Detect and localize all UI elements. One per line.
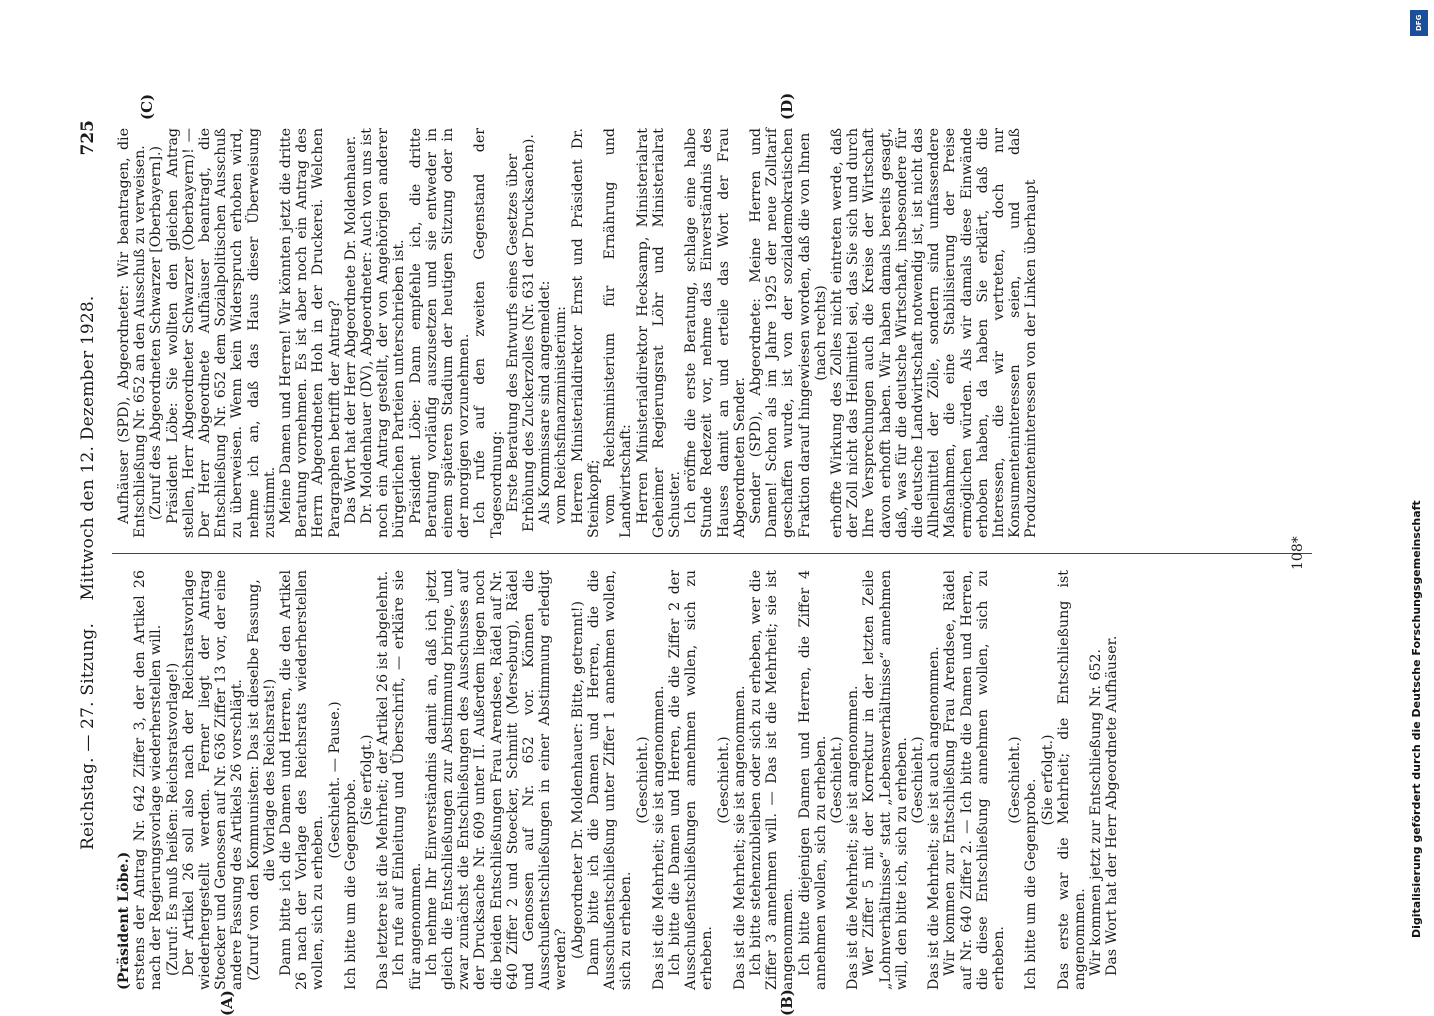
left-column xyxy=(116,570,1121,990)
page-number: 725 xyxy=(78,120,98,156)
margin-marker-c: (C) xyxy=(138,93,156,120)
paragraph: (Sie erfolgt.) xyxy=(359,734,376,826)
paragraph: Wir kommen zur Entschließung Frau Arendsee, Rädel auf Nr. 640 Ziffer 2. — Ich bitte die Damen und Herren, die diese Entschließung annehmen wollen, sich zu erheben. xyxy=(942,570,1007,990)
paragraph: Das ist die Mehrheit; sie ist auch angenommen. xyxy=(926,646,943,990)
paragraph: Ich bitte um die Gegenprobe. xyxy=(1023,778,1040,990)
paragraph: vom Reichsfinanzministerium: xyxy=(553,306,570,524)
paragraph: Das Wort hat der Herr Abgeordnete Dr. Moldenhauer. xyxy=(342,135,359,524)
paragraph: erhoffte Wirkung des Zolles nicht eintreten werde, daß der Zoll nicht das Heilmittel sei, das Sie sich und durch Ihre Versprechungen auch die Kreise der Wirtschaft davon erhofft haben. Wir haben damals bereits gesagt, daß, was für die deutsche Wirtschaft, insbesondere für die deutsche Landwirtschaft notwendig ist, ist nicht das Allheilmittel der Zölle, sondern sind umfassendere Maßnahmen, die eine Stabilisierung der Preise ermöglichen würden. Als wir damals diese Einwände erhoben haben, da haben Sie erklärt, daß die Interessen, die wir vertreten, doch nur Konsumenteninteressen seien, und daß Produzenteninteressen von der Linken überhaupt xyxy=(828,128,1040,538)
right-column xyxy=(116,128,1040,538)
paragraph: (Sie erfolgt.) xyxy=(1039,734,1056,826)
paragraph: Ich eröffne die erste Beratung, schlage eine halbe Stunde Redezeit vor, nehme das Einverständnis des Hauses damit an und erteile das Wort der Frau Abgeordneten Sender. xyxy=(683,128,748,538)
paragraph: Herren Ministerialdirektor Ernst und Präsident Dr. Steinkopff; xyxy=(569,128,602,538)
paragraph: Aufhäuser (SPD), Abgeordneter: Wir beantragen, die Entschließung Nr. 652 an den Ausschuß zu verweisen. xyxy=(116,128,149,538)
paragraph: (Geschieht.) xyxy=(715,736,732,824)
paragraph: Dann bitte ich die Damen und Herren, die die Ausschußentschließung unter Ziffer 1 annehmen wollen, sich zu erheben. xyxy=(585,570,635,990)
margin-marker-a: (A) xyxy=(218,990,236,1016)
column-divider xyxy=(112,553,1312,554)
dfg-logo: DFG xyxy=(1410,10,1428,36)
header-date: Mittwoch den 12. Dezember 1928. xyxy=(78,295,98,601)
paragraph: (Zuruf: Es muß heißen: Reichsratsvorlage!) xyxy=(164,662,181,976)
paragraph: Erste Beratung des Entwurfs eines Gesetzes über Erhöhung des Zuckerzolles (Nr. 631 der Drucksachen). xyxy=(504,134,538,532)
paragraph: (Zuruf des Abgeordneten Schwarzer [Oberbayern].) xyxy=(148,145,165,521)
paragraph: Das ist die Mehrheit; sie ist angenommen. xyxy=(845,685,862,990)
paragraph: Ich bitte die Damen und Herren, die die Ziffer 2 der Ausschußentschließungen annehmen wollen, sich zu erheben. xyxy=(666,570,716,990)
margin-marker-d: (D) xyxy=(778,92,796,120)
paragraph: vom Reichsministerium für Ernährung und Landwirtschaft: xyxy=(602,128,635,538)
running-header xyxy=(78,120,104,1000)
paragraph: Als Kommissare sind angemeldet: xyxy=(537,280,554,524)
paragraph: Herren Ministerialdirektor Hecksamp, Ministerialrat Geheimer Regierungsrat Löhr und Ministerialrat Schuster. xyxy=(634,128,683,538)
paragraph: Das ist die Mehrheit; sie ist angenommen. xyxy=(731,685,748,990)
paragraph: Meine Damen und Herren! Wir könnten jetzt die dritte Beratung vornehmen. Es ist aber noch ein Antrag des Herrn Abgeordneten Hoh in der Druckerei. Welchen Paragraphen betrifft der Antrag? xyxy=(278,128,343,538)
sidebar-credit xyxy=(1406,0,1434,1000)
document-page xyxy=(78,92,1318,1016)
margin-marker-b: (B) xyxy=(778,989,796,1016)
paragraph: (Geschieht.) xyxy=(1007,736,1024,824)
paragraph: (Geschieht.) xyxy=(634,736,651,824)
footer-signature: 108* xyxy=(1290,536,1306,570)
credit-text: Digitalisierung gefördert durch die Deutsche Forschungsgemeinschaft xyxy=(1410,500,1423,938)
paragraph: Dann bitte ich die Damen und Herren, die den Artikel 26 nach der Vorlage des Reichsrats wiederherstellen wollen, sich zu erheben. xyxy=(278,570,327,990)
paragraph: Das erste war die Mehrheit; die Entschließung ist angenommen. xyxy=(1055,570,1088,990)
paragraph: (Geschieht.) xyxy=(909,736,926,824)
paragraph: Der Artikel 26 soll also nach der Reichsratsvorlage wiederhergestellt werden. Ferner liegt der Antrag Stoecker und Genossen auf Nr. 636 Ziffer 13 vor, der eine andere Fassung des Artikels 26 vorschlägt. xyxy=(180,570,246,990)
paragraph: Sender (SPD), Abgeordnete: Meine Herren und Damen! Schon als im Jahre 1925 der neue Zolltarif geschaffen wurde, ist von der sozialdemokratischen Fraktion darauf hingewiesen worden, daß die von Ihnen xyxy=(747,128,813,538)
paragraph: Das letztere ist die Mehrheit; der Artikel 26 ist abgelehnt. xyxy=(375,570,392,990)
paragraph: erstens der Antrag Nr. 642 Ziffer 3, der den Artikel 26 nach der Regierungsvorlage wiederherstellen will. xyxy=(132,570,165,990)
paragraph: (nach rechts) xyxy=(812,285,829,381)
paragraph: Wir kommen jetzt zur Entschließung Nr. 652. xyxy=(1088,649,1105,976)
paragraph: (Zuruf von den Kommunisten: Das ist dieselbe Fassung, die Vorlage des Reichsrats!) xyxy=(245,579,278,981)
paragraph: Ich bitte um die Gegenprobe. xyxy=(342,778,359,990)
paragraph: Dr. Moldenhauer (DV), Abgeordneter: Auch von uns ist noch ein Antrag gestellt, der von Angehörigen anderer bürgerlichen Parteien unterschrieben ist. xyxy=(359,128,408,538)
paragraph: Wer Ziffer 5 mit der Korrektur in der letzten Zeile „Lohnverhältnisse“ statt „Lebensverhältnisse“ annehmen will, den bitte ich, sich zu erheben. xyxy=(861,570,910,990)
paragraph: Präsident Löbe: Sie wollten den gleichen Antrag stellen, Herr Abgeordneter Schwarzer (Oberbayern)! — Der Herr Abgeordnete Aufhäuser beantragt, die Entschließung Nr. 652 dem Sozialpolitischen Ausschuß zu überweisen. Wenn kein Widerspruch erhoben wird, nehme ich an, daß das Haus dieser Überweisung zustimmt. xyxy=(164,128,278,538)
paragraph: Das Wort hat der Herr Abgeordnete Aufhäuser. xyxy=(1104,635,1121,976)
header-left-title: Reichstag. — 27. Sitzung. xyxy=(78,622,98,850)
paragraph: Ich rufe auf Einleitung und Überschrift, — erkläre sie für angenommen. xyxy=(391,570,424,990)
paragraph: (Präsident Löbe.) xyxy=(116,851,132,990)
paragraph: (Abgeordneter Dr. Moldenhauer: Bitte, getrennt!) xyxy=(569,600,586,960)
paragraph: (Geschieht. — Pause.) xyxy=(326,701,343,859)
paragraph: (Geschieht.) xyxy=(828,736,845,824)
paragraph: Das ist die Mehrheit; sie ist angenommen. xyxy=(650,685,667,990)
paragraph: Präsident Löbe: Dann empfehle ich, die dritte Beratung vorläufig auszusetzen und sie entweder in einem späteren Stadium der heutigen Sitzung oder in der morgigen vorzunehmen. xyxy=(407,128,473,538)
paragraph: Ich nehme Ihr Einverständnis damit an, daß ich jetzt gleich die Entschließungen zur Abstimmung bringe, und zwar zunächst die Entschließungen des Ausschusses auf der Drucksache Nr. 609 unter II. Außerdem liegen noch die beiden Entschließungen Frau Arendsee, Rädel auf Nr. 640 Ziffer 2 und Stoecker, Schmitt (Merseburg), Rädel und Genossen auf Nr. 652 vor. Können die Ausschußentschließungen in einer Abstimmung erledigt werden? xyxy=(423,570,570,990)
header-title xyxy=(78,295,98,850)
paragraph: Ich bitte stehenzubleiben oder sich zu erheben, wer die Ziffer 3 annehmen will. — Das ist die Mehrheit; sie ist angenommen. xyxy=(747,570,797,990)
paragraph: Ich rufe auf den zweiten Gegenstand der Tagesordnung: xyxy=(472,128,505,538)
paragraph: Ich bitte diejenigen Damen und Herren, die Ziffer 4 annehmen wollen, sich zu erheben. xyxy=(796,570,829,990)
